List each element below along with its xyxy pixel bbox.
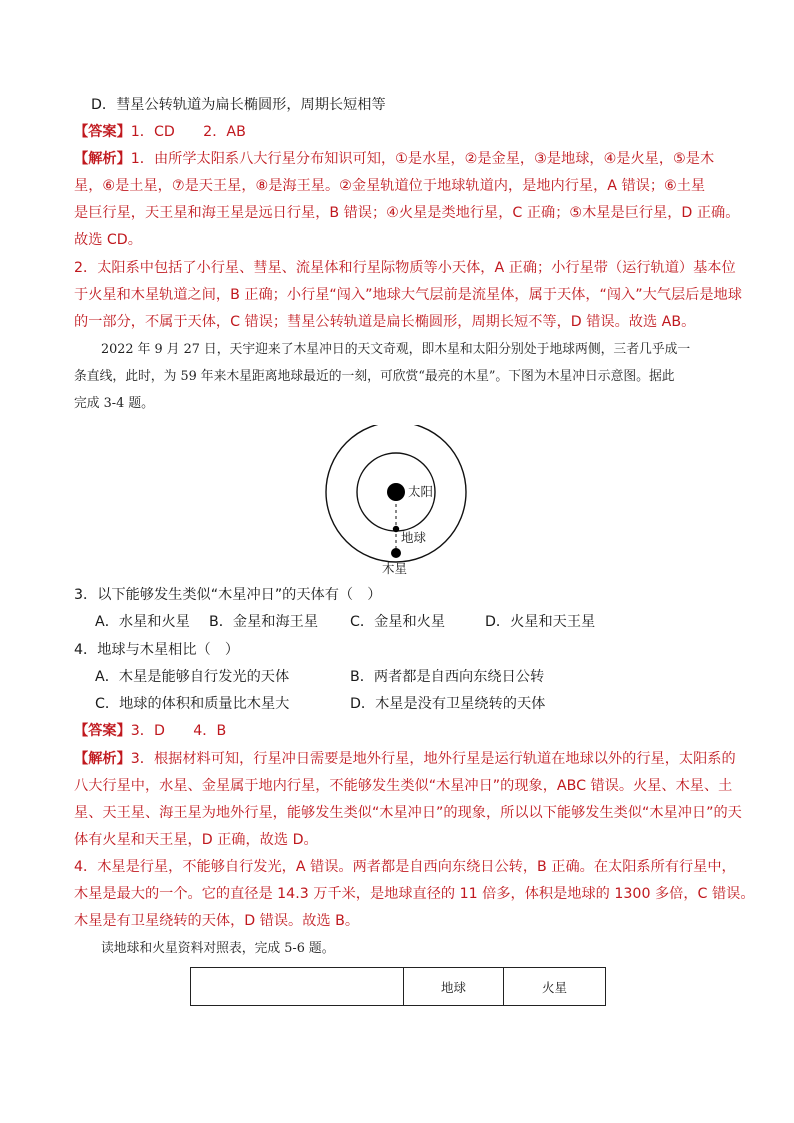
material-line-0: 2022 年 9 月 27 日，天宇迎来了木星冲日的天文奇观，即木星和太阳分别处于地球两侧，三者几乎成一: [101, 342, 691, 357]
analysis2-line-2: 星、天王星、海王星为地外行星，能够发生类似“木星冲日”的现象，所以以下能够发生类似“木星冲日”的天: [74, 805, 742, 821]
table-header-cell: 火星: [504, 968, 606, 1006]
analysis1-line-3: 故选 CD。: [74, 232, 142, 248]
analysis2-line-0: [74, 749, 736, 769]
analysis-text: 3．根据材料可知，行星冲日需要是地外行星，地外行星是运行轨道在地球以外的行星，太阳系的: [130, 751, 736, 767]
answer-text: 3．D 4．B: [130, 723, 227, 739]
material-line-2: 完成 3-4 题。: [74, 396, 154, 411]
q4-option-b: B．两者都是自西向东绕日公转: [350, 669, 545, 685]
answer-tag: 【答案】: [74, 723, 131, 739]
q3-stem: 3．以下能够发生类似“木星冲日”的天体有（ ）: [74, 587, 382, 603]
analysis2-line-4: 4．木星是行星，不能够自行发光，A 错误。两者都是自西向东绕日公转，B 正确。在太阳系所有行星中，: [74, 859, 736, 875]
orbit-diagram-svg: [320, 425, 480, 580]
answer-block-1: [74, 122, 246, 142]
table-header-row: [191, 968, 606, 1006]
analysis2-line-6: 木星是有卫星绕转的天体，D 错误。故选 B。: [74, 913, 360, 929]
analysis1-line-0: [74, 149, 714, 169]
analysis-text: 1．由所学太阳系八大行星分布知识可知，①是水星，②是金星，③是地球，④是火星，⑤是木: [130, 151, 715, 167]
sun-label: 太阳: [408, 484, 434, 499]
q4-option-d: D．木星是没有卫星绕转的天体: [350, 696, 546, 712]
material-line-1: 条直线，此时，为 59 年来木星距离地球最近的一刻，可欣赏“最亮的木星”。下图为木星冲日示意图。据此: [74, 369, 675, 384]
q3-option-b: B．金星和海王星: [209, 614, 319, 630]
table-header-cell: 地球: [404, 968, 504, 1006]
analysis1-line-6: 的一部分，不属于天体，C 错误；彗星公转轨道是扁长椭圆形，周期长短不等，D 错误。故选 AB。: [74, 314, 696, 330]
table-header-cell: [191, 968, 404, 1006]
answer-tag: 【答案】: [74, 124, 131, 140]
answer-text: 1．CD 2．AB: [130, 124, 246, 140]
q3-option-a: A．水星和火星: [95, 614, 190, 630]
table-intro: 读地球和火星资料对照表，完成 5-6 题。: [101, 941, 335, 956]
jupiter-dot: [391, 548, 401, 558]
answer-block-2: [74, 721, 226, 741]
analysis2-line-3: 体有火星和天王星，D 正确，故选 D。: [74, 832, 318, 848]
analysis1-line-1: 星，⑥是土星，⑦是天王星，⑧是海王星。②金星轨道位于地球轨道内，是地内行星，A 错误；⑥土星: [74, 178, 706, 194]
q4-stem: 4．地球与木星相比（ ）: [74, 642, 240, 658]
q4-option-c: C．地球的体积和质量比木星大: [95, 696, 290, 712]
analysis-tag: 【解析】: [74, 751, 131, 767]
analysis2-line-5: 木星是最大的一个。它的直径是 14.3 万千米，是地球直径的 11 倍多，体积是地球的 1300 多倍，C 错误。: [74, 886, 755, 902]
q3-option-c: C．金星和火星: [350, 614, 446, 630]
analysis-tag: 【解析】: [74, 151, 131, 167]
sun-dot: [387, 483, 405, 501]
earth-dot: [393, 526, 399, 532]
q3-option-d: D．火星和天王星: [485, 614, 596, 630]
analysis1-line-4: 2．太阳系中包括了小行星、彗星、流星体和行星际物质等小天体，A 正确；小行星带（运行轨道）基本位: [74, 260, 736, 276]
earth-mars-table: [190, 967, 606, 1006]
jupiter-opposition-diagram: [320, 425, 480, 580]
jupiter-label: 木星: [382, 561, 408, 576]
q2-option-d: D．彗星公转轨道为扁长椭圆形，周期长短相等: [91, 97, 386, 113]
analysis2-line-1: 八大行星中，水星、金星属于地内行星，不能够发生类似“木星冲日”的现象，ABC 错误。火星、木星、土: [74, 778, 733, 794]
q4-option-a: A．木星是能够自行发光的天体: [95, 669, 290, 685]
analysis1-line-5: 于火星和木星轨道之间，B 正确；小行星“闯入”地球大气层前是流星体，属于天体，“闯入”大气层后是地球: [74, 287, 742, 303]
earth-label: 地球: [401, 530, 427, 545]
analysis1-line-2: 是巨行星，天王星和海王星是远日行星，B 错误；④火星是类地行星，C 正确；⑤木星是巨行星，D 正确。: [74, 205, 740, 221]
